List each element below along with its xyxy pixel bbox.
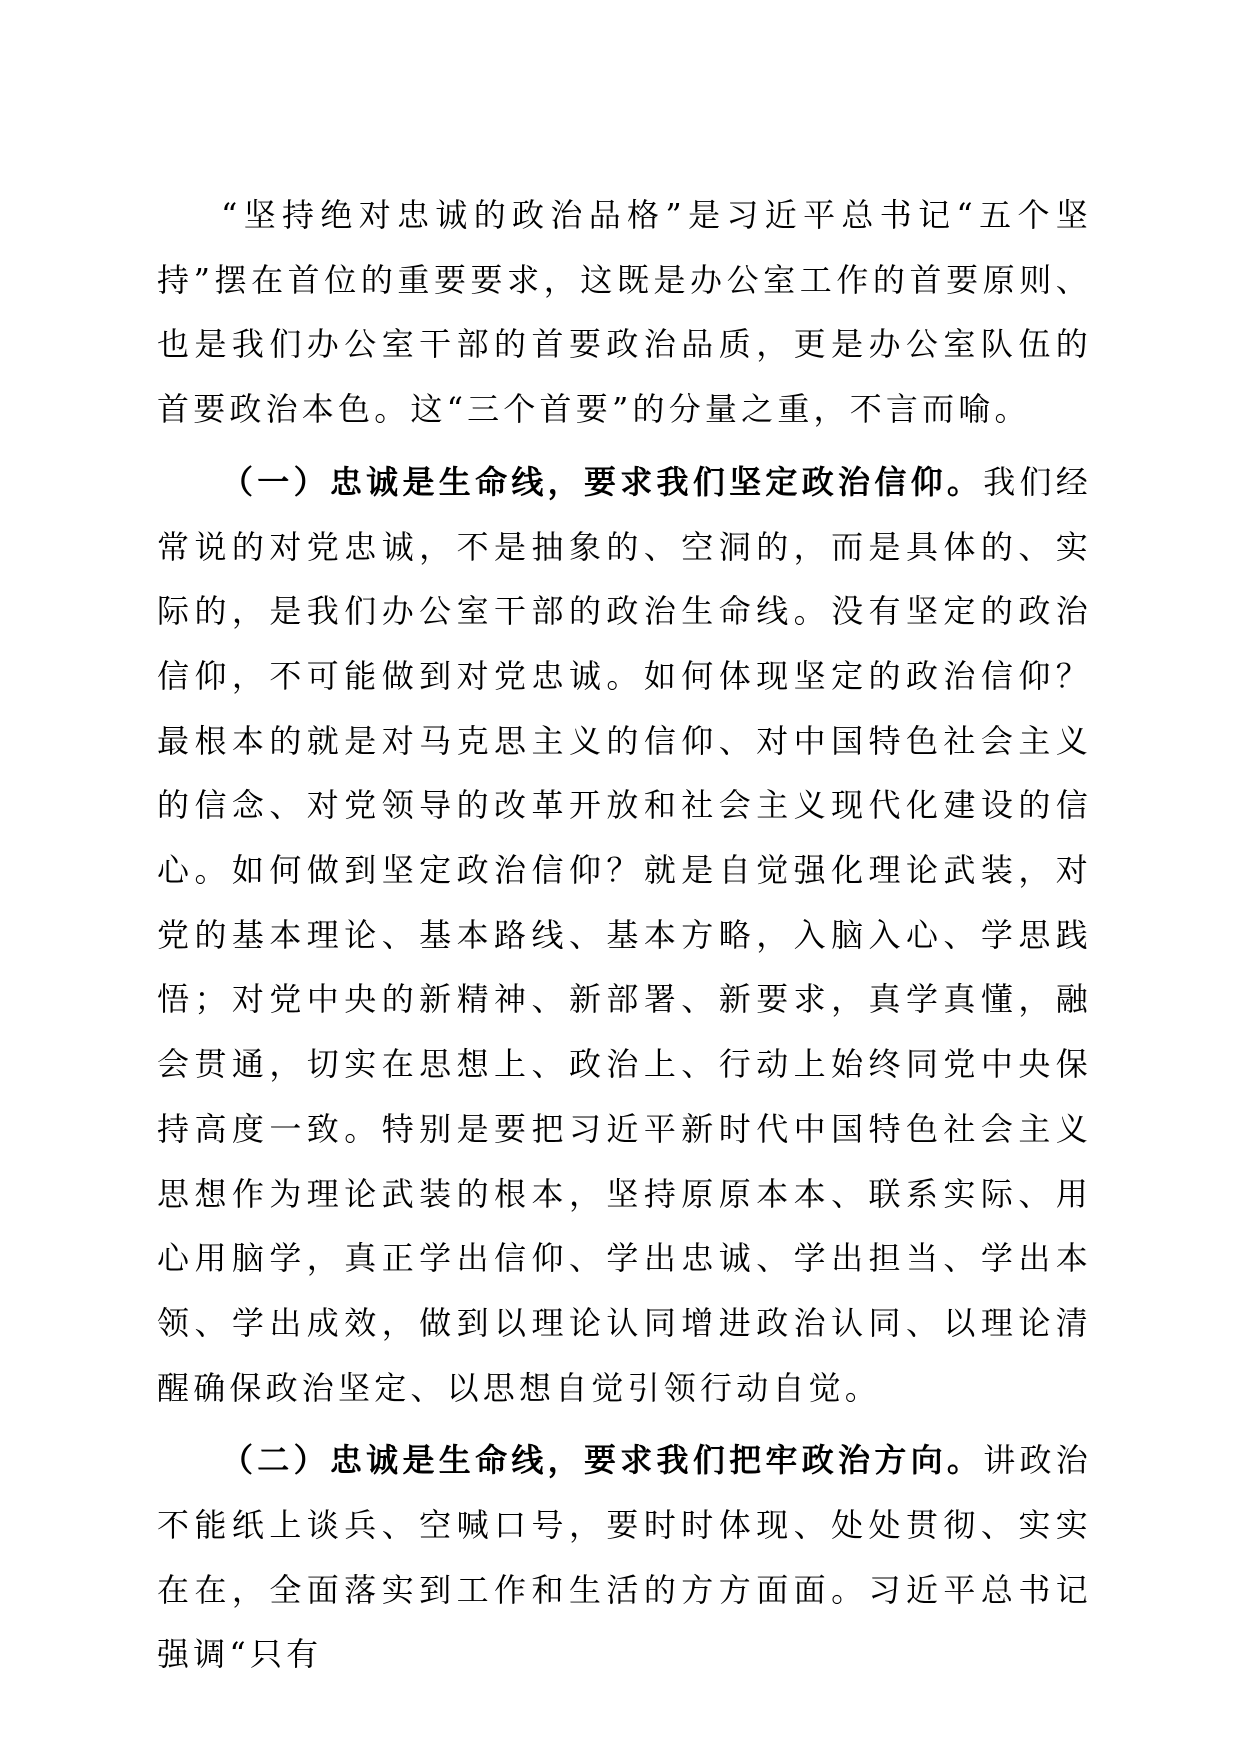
document-body [157,183,1092,1687]
paragraph-section-2 [157,1428,1092,1687]
section-2-text: 讲政治不能纸上谈兵、空喊口号，要时时体现、处处贯彻、实实在在，全面落实到工作和生活的方方面面。习近平总书记强调“只有 [157,1441,1092,1674]
paragraph-section-1 [157,450,1092,1421]
paragraph-intro-text: “坚持绝对忠诚的政治品格”是习近平总书记“五个坚持”摆在首位的重要要求，这既是办公室工作的首要原则、也是我们办公室干部的首要政治品质，更是办公室队伍的首要政治本色。这“三个首要”的分量之重，不言而喻。 [157,196,1092,429]
paragraph-intro [157,183,1092,442]
section-1-heading: （一）忠诚是生命线，要求我们坚定政治信仰。 [221,462,984,501]
section-2-heading: （二）忠诚是生命线，要求我们把牢政治方向。 [221,1441,984,1480]
section-1-text: 我们经常说的对党忠诚，不是抽象的、空洞的，而是具体的、实际的，是我们办公室干部的政治生命线。没有坚定的政治信仰，不可能做到对党忠诚。如何体现坚定的政治信仰？最根本的就是对马克思主义的信仰、对中国特色社会主义的信念、对党领导的改革开放和社会主义现代化建设的信心。如何做到坚定政治信仰？就是自觉强化理论武装，对党的基本理论、基本路线、基本方略，入脑入心、学思践悟；对党中央的新精神、新部署、新要求，真学真懂，融会贯通，切实在思想上、政治上、行动上始终同党中央保持高度一致。特别是要把习近平新时代中国特色社会主义思想作为理论武装的根本，坚持原原本本、联系实际、用心用脑学，真正学出信仰、学出忠诚、学出担当、学出本领、学出成效，做到以理论认同增进政治认同、以理论清醒确保政治坚定、以思想自觉引领行动自觉。 [157,462,1092,1407]
